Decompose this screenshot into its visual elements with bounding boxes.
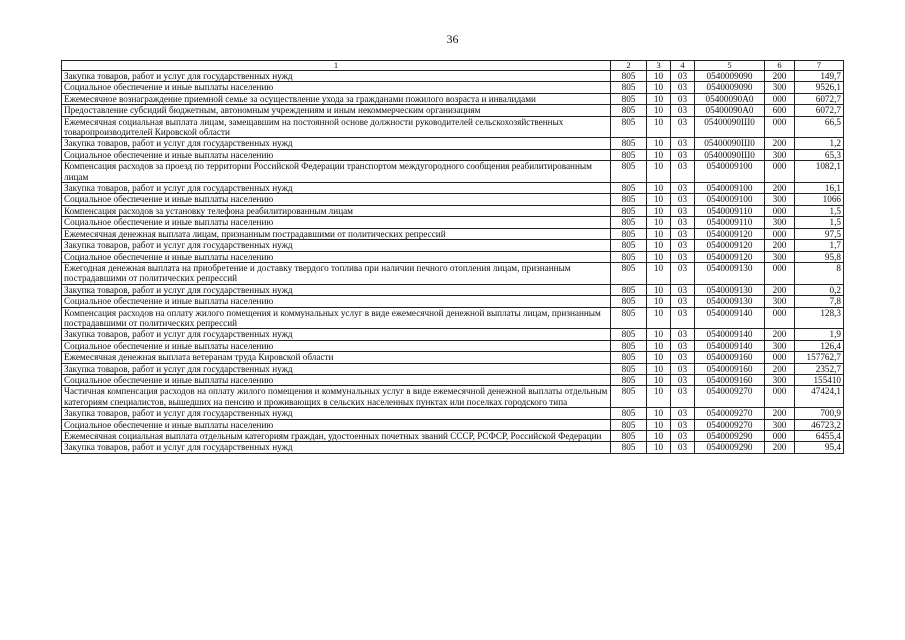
cell-target-article: 05400090А0 — [695, 105, 765, 116]
cell-amount: 1066 — [795, 194, 844, 205]
cell-amount: 1,2 — [795, 138, 844, 149]
cell-section-code: 10 — [647, 116, 671, 138]
cell-subsection-code: 03 — [671, 284, 695, 295]
cell-expense-type: 300 — [765, 374, 795, 385]
cell-subsection-code: 03 — [671, 374, 695, 385]
cell-target-article: 0540009160 — [695, 352, 765, 363]
cell-section-code: 10 — [647, 363, 671, 374]
cell-item-name: Социальное обеспечение и иные выплаты населению — [62, 419, 611, 430]
cell-target-article: 0540009290 — [695, 442, 765, 453]
table-row — [62, 408, 844, 419]
cell-ministry-code: 805 — [611, 93, 647, 104]
cell-expense-type: 300 — [765, 82, 795, 93]
cell-subsection-code: 03 — [671, 183, 695, 194]
table-row — [62, 374, 844, 385]
page-number: 36 — [446, 32, 459, 46]
cell-item-name: Частичная компенсация расходов на оплату жилого помещения и коммунальных услуг в виде ежемесячной денежной выплаты отдельным категориям специалистов, вышедших на пенсию и проживающих в сельских населенных пунктах или поселках городского типа — [62, 386, 611, 408]
cell-subsection-code: 03 — [671, 296, 695, 307]
table-row — [62, 431, 844, 442]
table-row — [62, 228, 844, 239]
cell-ministry-code: 805 — [611, 307, 647, 329]
cell-expense-type: 300 — [765, 149, 795, 160]
cell-section-code: 10 — [647, 262, 671, 284]
cell-target-article: 05400090Ш0 — [695, 149, 765, 160]
cell-ministry-code: 805 — [611, 419, 647, 430]
cell-section-code: 10 — [647, 205, 671, 216]
cell-subsection-code: 03 — [671, 307, 695, 329]
column-header: 3 — [647, 61, 671, 71]
cell-expense-type: 000 — [765, 93, 795, 104]
cell-ministry-code: 805 — [611, 386, 647, 408]
cell-ministry-code: 805 — [611, 352, 647, 363]
cell-item-name: Ежемесячная денежная выплата ветеранам труда Кировской области — [62, 352, 611, 363]
cell-expense-type: 000 — [765, 262, 795, 284]
cell-section-code: 10 — [647, 161, 671, 183]
budget-table — [61, 60, 844, 454]
table-row — [62, 105, 844, 116]
cell-item-name: Социальное обеспечение и иные выплаты населению — [62, 374, 611, 385]
cell-section-code: 10 — [647, 408, 671, 419]
cell-section-code: 10 — [647, 307, 671, 329]
table-row — [62, 194, 844, 205]
cell-ministry-code: 805 — [611, 194, 647, 205]
cell-subsection-code: 03 — [671, 194, 695, 205]
cell-target-article: 0540009140 — [695, 329, 765, 340]
cell-item-name: Ежемесячное вознаграждение приемной семье за осуществление ухода за гражданами пожилого возраста и инвалидами — [62, 93, 611, 104]
cell-section-code: 10 — [647, 228, 671, 239]
cell-subsection-code: 03 — [671, 240, 695, 251]
cell-subsection-code: 03 — [671, 82, 695, 93]
cell-amount: 6455,4 — [795, 431, 844, 442]
cell-item-name: Закупка товаров, работ и услуг для государственных нужд — [62, 183, 611, 194]
column-header: 5 — [695, 61, 765, 71]
cell-amount: 1,5 — [795, 205, 844, 216]
cell-item-name: Социальное обеспечение и иные выплаты населению — [62, 251, 611, 262]
cell-expense-type: 200 — [765, 363, 795, 374]
table-row — [62, 329, 844, 340]
cell-target-article: 0540009270 — [695, 419, 765, 430]
cell-section-code: 10 — [647, 340, 671, 351]
table-row — [62, 442, 844, 453]
table-row — [62, 116, 844, 138]
cell-target-article: 0540009160 — [695, 374, 765, 385]
cell-amount: 149,7 — [795, 71, 844, 82]
cell-target-article: 0540009120 — [695, 240, 765, 251]
cell-ministry-code: 805 — [611, 240, 647, 251]
cell-item-name: Закупка товаров, работ и услуг для государственных нужд — [62, 329, 611, 340]
cell-amount: 0,2 — [795, 284, 844, 295]
cell-amount: 1,7 — [795, 240, 844, 251]
cell-item-name: Компенсация расходов на оплату жилого помещения и коммунальных услуг в виде ежемесячной денежной выплаты лицам, признанным пострадавшими от политических репрессий — [62, 307, 611, 329]
table-row — [62, 340, 844, 351]
table-row — [62, 251, 844, 262]
cell-expense-type: 200 — [765, 442, 795, 453]
cell-ministry-code: 805 — [611, 149, 647, 160]
cell-expense-type: 600 — [765, 105, 795, 116]
cell-subsection-code: 03 — [671, 251, 695, 262]
cell-expense-type: 300 — [765, 419, 795, 430]
cell-subsection-code: 03 — [671, 352, 695, 363]
cell-expense-type: 000 — [765, 307, 795, 329]
cell-target-article: 0540009100 — [695, 183, 765, 194]
table-row — [62, 161, 844, 183]
cell-amount: 66,5 — [795, 116, 844, 138]
cell-amount: 155410 — [795, 374, 844, 385]
cell-subsection-code: 03 — [671, 262, 695, 284]
cell-target-article: 0540009160 — [695, 363, 765, 374]
cell-ministry-code: 805 — [611, 251, 647, 262]
cell-item-name: Ежемесячная социальная выплата лицам, замещавшим на постоянной основе должности руководителей сельскохозяйственных товаропроизводителей Кировской области — [62, 116, 611, 138]
table-row — [62, 149, 844, 160]
cell-amount: 6072,7 — [795, 105, 844, 116]
cell-item-name: Закупка товаров, работ и услуг для государственных нужд — [62, 363, 611, 374]
table-row — [62, 82, 844, 93]
cell-item-name: Ежемесячная социальная выплата отдельным категориям граждан, удостоенных почетных званий СССР, РСФСР, Российской Федерации — [62, 431, 611, 442]
cell-section-code: 10 — [647, 419, 671, 430]
cell-item-name: Закупка товаров, работ и услуг для государственных нужд — [62, 71, 611, 82]
cell-expense-type: 200 — [765, 284, 795, 295]
cell-target-article: 05400090Ш0 — [695, 116, 765, 138]
cell-subsection-code: 03 — [671, 161, 695, 183]
cell-item-name: Социальное обеспечение и иные выплаты населению — [62, 340, 611, 351]
cell-amount: 9526,1 — [795, 82, 844, 93]
cell-expense-type: 000 — [765, 431, 795, 442]
cell-expense-type: 200 — [765, 138, 795, 149]
cell-expense-type: 300 — [765, 194, 795, 205]
cell-ministry-code: 805 — [611, 374, 647, 385]
cell-amount: 8 — [795, 262, 844, 284]
cell-subsection-code: 03 — [671, 116, 695, 138]
cell-target-article: 0540009130 — [695, 296, 765, 307]
cell-section-code: 10 — [647, 217, 671, 228]
table-row — [62, 205, 844, 216]
cell-ministry-code: 805 — [611, 71, 647, 82]
cell-expense-type: 200 — [765, 408, 795, 419]
cell-expense-type: 200 — [765, 183, 795, 194]
cell-section-code: 10 — [647, 431, 671, 442]
cell-item-name: Закупка товаров, работ и услуг для государственных нужд — [62, 408, 611, 419]
cell-item-name: Социальное обеспечение и иные выплаты населению — [62, 296, 611, 307]
cell-item-name: Закупка товаров, работ и услуг для государственных нужд — [62, 442, 611, 453]
cell-expense-type: 000 — [765, 161, 795, 183]
column-header: 4 — [671, 61, 695, 71]
table-row — [62, 352, 844, 363]
cell-expense-type: 000 — [765, 352, 795, 363]
cell-amount: 157762,7 — [795, 352, 844, 363]
cell-section-code: 10 — [647, 284, 671, 295]
table-row — [62, 183, 844, 194]
cell-subsection-code: 03 — [671, 340, 695, 351]
cell-ministry-code: 805 — [611, 363, 647, 374]
cell-ministry-code: 805 — [611, 161, 647, 183]
cell-target-article: 0540009270 — [695, 386, 765, 408]
cell-item-name: Социальное обеспечение и иные выплаты населению — [62, 149, 611, 160]
cell-expense-type: 300 — [765, 296, 795, 307]
cell-amount: 97,5 — [795, 228, 844, 239]
cell-expense-type: 000 — [765, 386, 795, 408]
cell-ministry-code: 805 — [611, 183, 647, 194]
cell-target-article: 0540009130 — [695, 262, 765, 284]
cell-target-article: 0540009270 — [695, 408, 765, 419]
cell-ministry-code: 805 — [611, 442, 647, 453]
cell-ministry-code: 805 — [611, 262, 647, 284]
cell-subsection-code: 03 — [671, 217, 695, 228]
cell-amount: 95,8 — [795, 251, 844, 262]
cell-item-name: Закупка товаров, работ и услуг для государственных нужд — [62, 240, 611, 251]
cell-item-name: Закупка товаров, работ и услуг для государственных нужд — [62, 284, 611, 295]
cell-section-code: 10 — [647, 329, 671, 340]
table-row — [62, 138, 844, 149]
cell-amount: 700,9 — [795, 408, 844, 419]
cell-target-article: 0540009140 — [695, 307, 765, 329]
table-row — [62, 363, 844, 374]
cell-amount: 16,1 — [795, 183, 844, 194]
cell-section-code: 10 — [647, 352, 671, 363]
cell-target-article: 0540009130 — [695, 284, 765, 295]
table-row — [62, 386, 844, 408]
cell-subsection-code: 03 — [671, 71, 695, 82]
cell-ministry-code: 805 — [611, 431, 647, 442]
cell-item-name: Ежемесячная денежная выплата лицам, признанным пострадавшими от политических репрессий — [62, 228, 611, 239]
table-row — [62, 307, 844, 329]
cell-target-article: 0540009090 — [695, 82, 765, 93]
cell-subsection-code: 03 — [671, 431, 695, 442]
cell-section-code: 10 — [647, 240, 671, 251]
table-row — [62, 93, 844, 104]
cell-ministry-code: 805 — [611, 205, 647, 216]
cell-target-article: 0540009140 — [695, 340, 765, 351]
cell-target-article: 05400090Ш0 — [695, 138, 765, 149]
cell-ministry-code: 805 — [611, 284, 647, 295]
cell-target-article: 0540009120 — [695, 228, 765, 239]
cell-expense-type: 300 — [765, 217, 795, 228]
cell-item-name: Ежегодная денежная выплата на приобретение и доставку твердого топлива при наличии печного отопления лицам, признанным пострадавшими от политических репрессий — [62, 262, 611, 284]
header-row — [62, 61, 844, 71]
cell-amount: 1,5 — [795, 217, 844, 228]
cell-ministry-code: 805 — [611, 296, 647, 307]
cell-section-code: 10 — [647, 82, 671, 93]
cell-amount: 2352,7 — [795, 363, 844, 374]
cell-expense-type: 300 — [765, 251, 795, 262]
cell-section-code: 10 — [647, 194, 671, 205]
cell-expense-type: 000 — [765, 228, 795, 239]
cell-section-code: 10 — [647, 105, 671, 116]
cell-target-article: 0540009090 — [695, 71, 765, 82]
table-row — [62, 240, 844, 251]
column-header: 2 — [611, 61, 647, 71]
cell-expense-type: 300 — [765, 340, 795, 351]
table-row — [62, 419, 844, 430]
cell-amount: 47424,1 — [795, 386, 844, 408]
cell-section-code: 10 — [647, 183, 671, 194]
cell-target-article: 0540009100 — [695, 194, 765, 205]
cell-subsection-code: 03 — [671, 149, 695, 160]
cell-section-code: 10 — [647, 374, 671, 385]
cell-target-article: 0540009110 — [695, 217, 765, 228]
cell-target-article: 0540009110 — [695, 205, 765, 216]
cell-ministry-code: 805 — [611, 408, 647, 419]
cell-subsection-code: 03 — [671, 408, 695, 419]
cell-ministry-code: 805 — [611, 217, 647, 228]
cell-section-code: 10 — [647, 93, 671, 104]
cell-section-code: 10 — [647, 442, 671, 453]
cell-amount: 128,3 — [795, 307, 844, 329]
cell-expense-type: 200 — [765, 329, 795, 340]
cell-amount: 126,4 — [795, 340, 844, 351]
table-row — [62, 262, 844, 284]
cell-item-name: Социальное обеспечение и иные выплаты населению — [62, 217, 611, 228]
cell-section-code: 10 — [647, 386, 671, 408]
cell-subsection-code: 03 — [671, 386, 695, 408]
cell-expense-type: 200 — [765, 71, 795, 82]
cell-item-name: Предоставление субсидий бюджетным, автономным учреждениям и иным некоммерческим организациям — [62, 105, 611, 116]
cell-target-article: 05400090А0 — [695, 93, 765, 104]
cell-section-code: 10 — [647, 251, 671, 262]
cell-subsection-code: 03 — [671, 105, 695, 116]
cell-section-code: 10 — [647, 296, 671, 307]
cell-target-article: 0540009100 — [695, 161, 765, 183]
cell-amount: 6072,7 — [795, 93, 844, 104]
cell-item-name: Социальное обеспечение и иные выплаты населению — [62, 82, 611, 93]
cell-item-name: Закупка товаров, работ и услуг для государственных нужд — [62, 138, 611, 149]
cell-ministry-code: 805 — [611, 329, 647, 340]
cell-section-code: 10 — [647, 71, 671, 82]
cell-expense-type: 000 — [765, 116, 795, 138]
cell-amount: 46723,2 — [795, 419, 844, 430]
cell-item-name: Компенсация расходов за установку телефона реабилитированным лицам — [62, 205, 611, 216]
cell-subsection-code: 03 — [671, 205, 695, 216]
cell-amount: 1,9 — [795, 329, 844, 340]
cell-item-name: Компенсация расходов за проезд по территории Российской Федерации транспортом междугородного сообщения реабилитированным лицам — [62, 161, 611, 183]
cell-ministry-code: 805 — [611, 105, 647, 116]
cell-amount: 95,4 — [795, 442, 844, 453]
table-row — [62, 217, 844, 228]
table-row — [62, 284, 844, 295]
cell-amount: 65,3 — [795, 149, 844, 160]
cell-subsection-code: 03 — [671, 442, 695, 453]
cell-section-code: 10 — [647, 149, 671, 160]
cell-ministry-code: 805 — [611, 340, 647, 351]
cell-target-article: 0540009120 — [695, 251, 765, 262]
cell-subsection-code: 03 — [671, 419, 695, 430]
cell-target-article: 0540009290 — [695, 431, 765, 442]
table-body — [62, 71, 844, 454]
cell-amount: 1082,1 — [795, 161, 844, 183]
cell-ministry-code: 805 — [611, 138, 647, 149]
table-row — [62, 71, 844, 82]
cell-ministry-code: 805 — [611, 228, 647, 239]
cell-expense-type: 000 — [765, 205, 795, 216]
cell-amount: 7,8 — [795, 296, 844, 307]
cell-subsection-code: 03 — [671, 329, 695, 340]
cell-expense-type: 200 — [765, 240, 795, 251]
cell-item-name: Социальное обеспечение и иные выплаты населению — [62, 194, 611, 205]
cell-subsection-code: 03 — [671, 138, 695, 149]
table-row — [62, 296, 844, 307]
cell-subsection-code: 03 — [671, 228, 695, 239]
cell-ministry-code: 805 — [611, 116, 647, 138]
cell-subsection-code: 03 — [671, 363, 695, 374]
cell-subsection-code: 03 — [671, 93, 695, 104]
column-header: 6 — [765, 61, 795, 71]
cell-section-code: 10 — [647, 138, 671, 149]
cell-ministry-code: 805 — [611, 82, 647, 93]
column-header: 7 — [795, 61, 844, 71]
column-header: 1 — [62, 61, 611, 71]
